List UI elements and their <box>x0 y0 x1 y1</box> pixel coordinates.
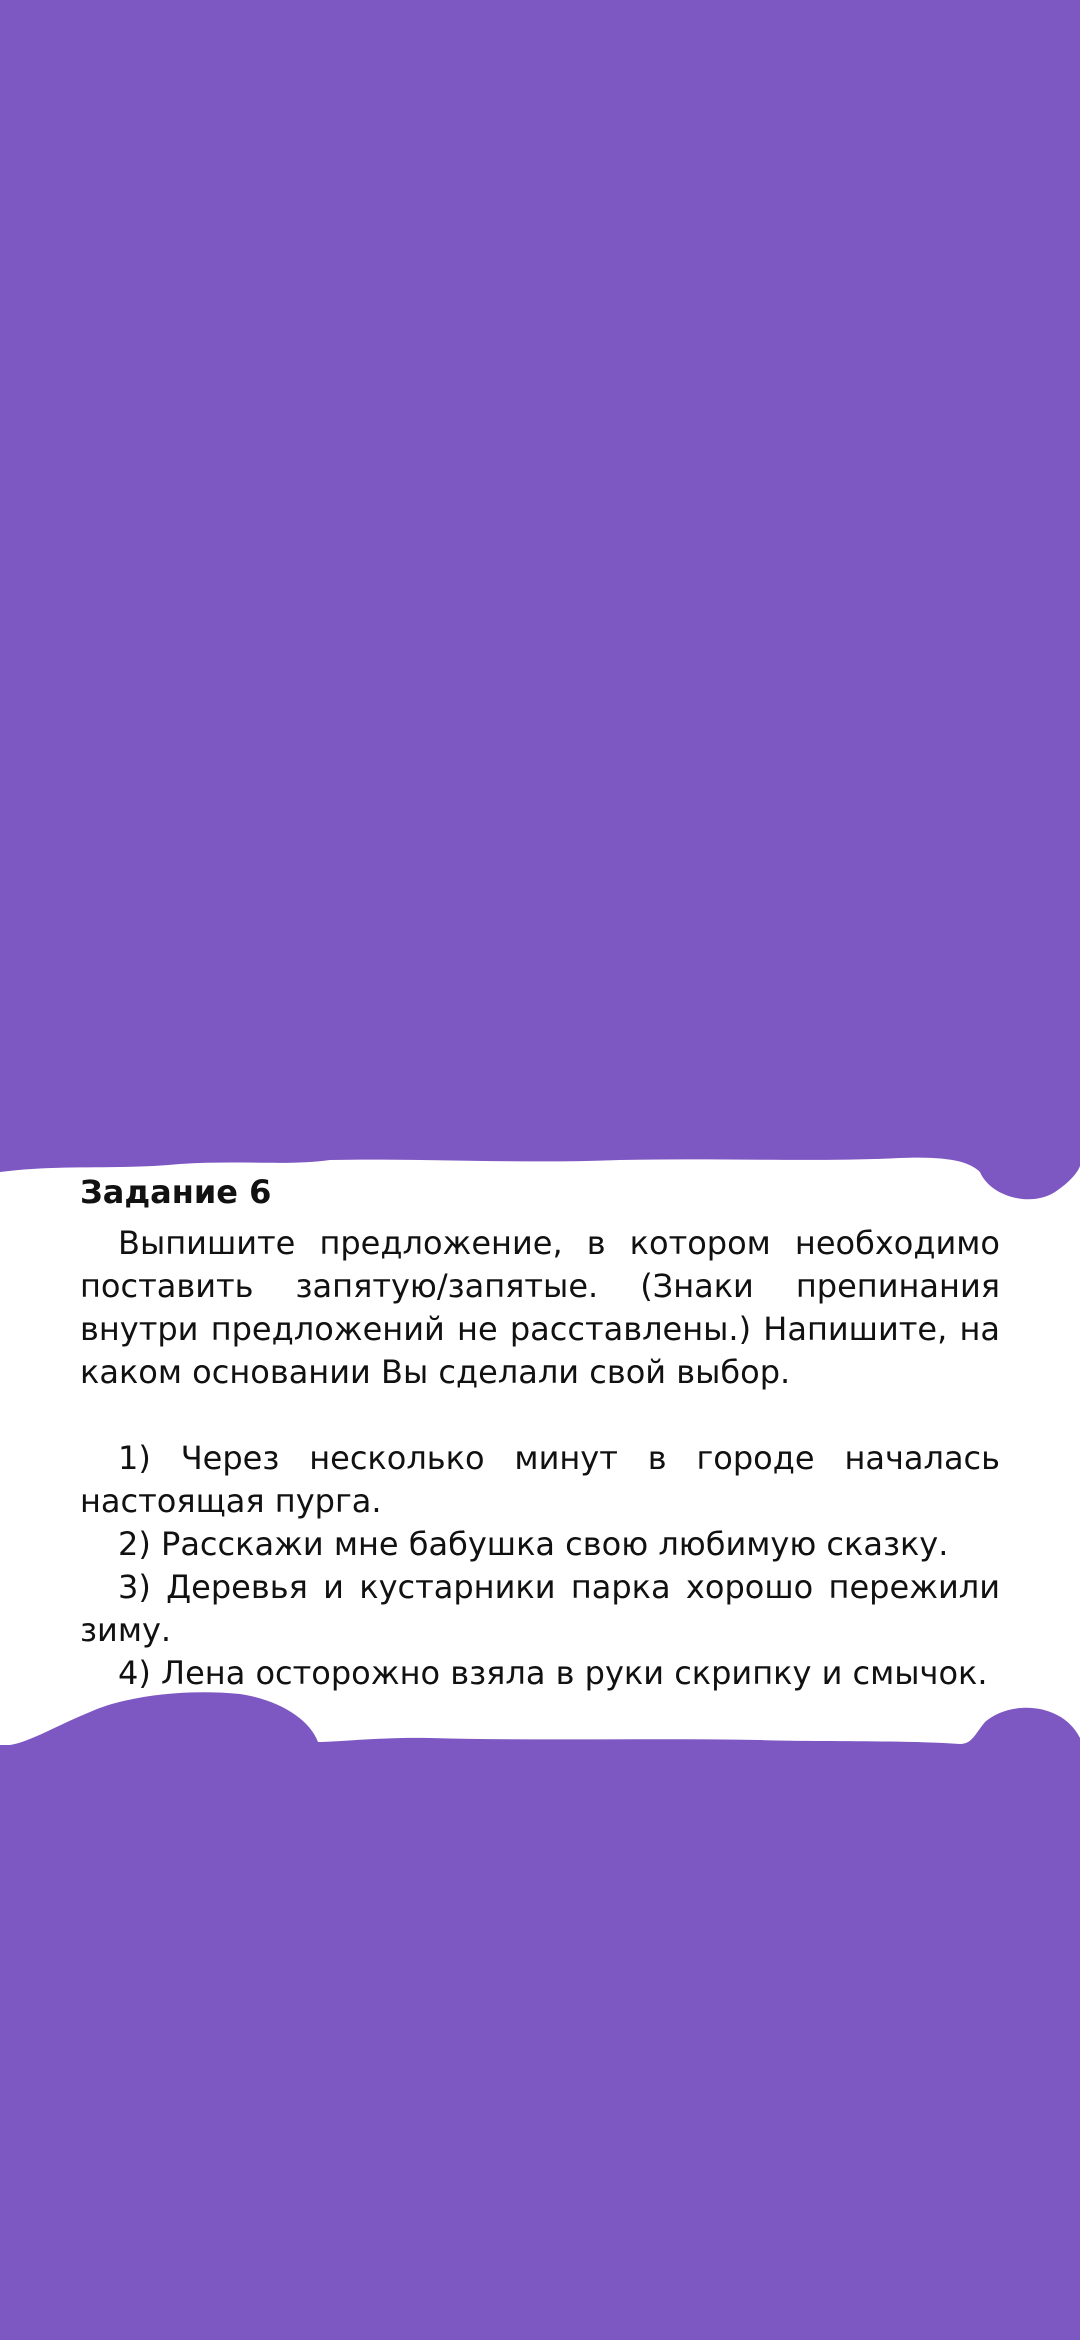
task-instruction: Выпишите предложение, в котором необходимо поставить запятую/запятые. (Знаки препинания внутри предложений не расставлены.) Напишите, на каком основании Вы сделали свой выбор. <box>80 1224 1000 1391</box>
blank-line <box>80 1394 1000 1437</box>
option-1: 1) Через несколько минут в городе началась настоящая пурга. <box>80 1439 1000 1520</box>
task-document <box>80 1168 1000 1695</box>
task-title: Задание 6 <box>80 1173 272 1211</box>
option-4: 4) Лена осторожно взяла в руки скрипку и смычок. <box>118 1654 988 1692</box>
option-2: 2) Расскажи мне бабушка свою любимую сказку. <box>118 1525 949 1563</box>
option-3: 3) Деревья и кустарники парка хорошо пережили зиму. <box>80 1568 1000 1649</box>
